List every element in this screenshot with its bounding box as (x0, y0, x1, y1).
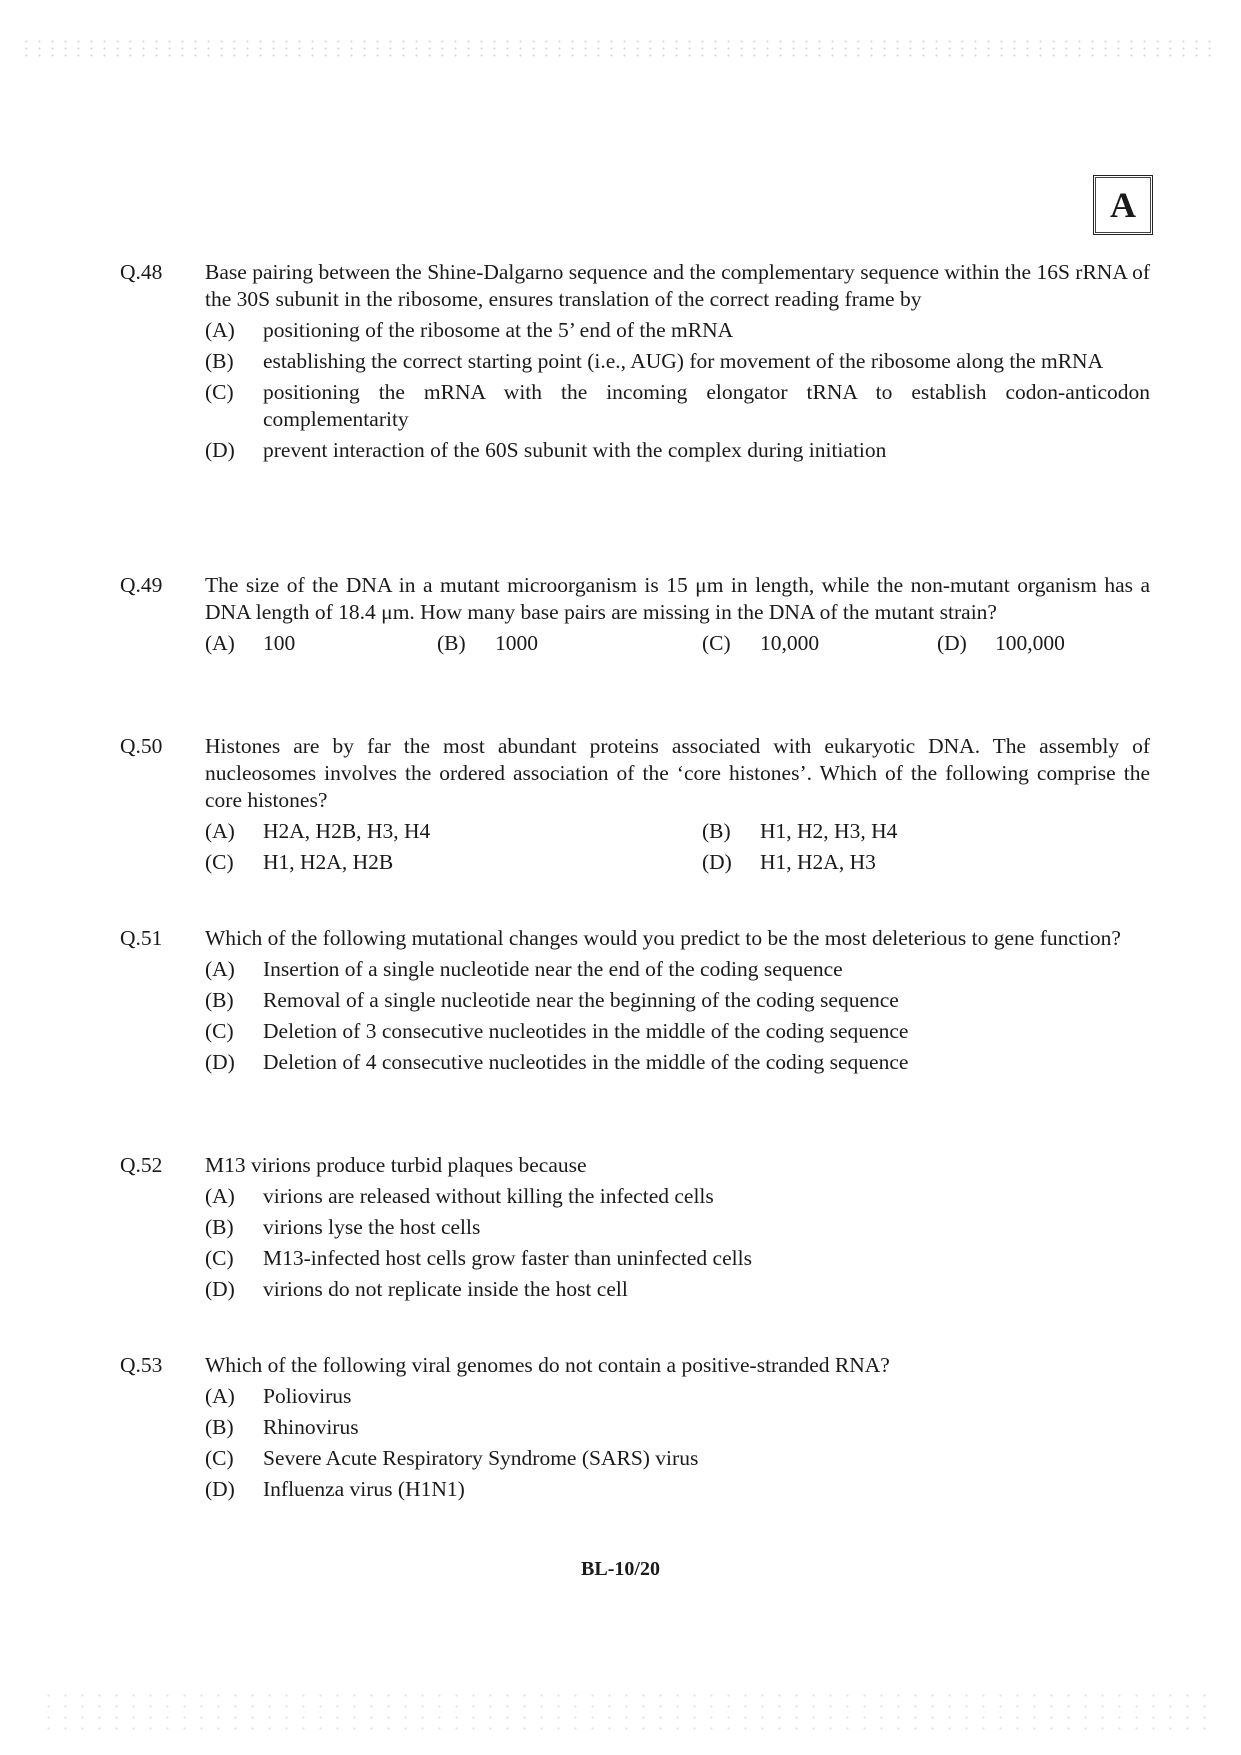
question-stem: Histones are by far the most abundant proteins associated with eukaryotic DNA. The assembly of nucleosomes involves the ordered association of the ‘core histones’. Which of the following comprise the core histones? (205, 734, 1150, 812)
question-stem: M13 virions produce turbid plaques because (205, 1153, 587, 1177)
option-letter: (B) (205, 988, 234, 1012)
option-text: Deletion of 4 consecutive nucleotides in the middle of the coding sequence (263, 1050, 909, 1074)
option-c (205, 1018, 1150, 1045)
option-b (702, 818, 897, 845)
option-text: 10,000 (760, 631, 820, 655)
question-number: Q.51 (120, 926, 163, 950)
option-c (205, 1445, 1150, 1472)
option-letter: (C) (205, 1446, 234, 1470)
option-text: virions lyse the host cells (263, 1215, 481, 1239)
option-letter: (A) (205, 819, 235, 843)
option-text: Poliovirus (263, 1384, 352, 1408)
question-51 (120, 925, 1150, 1076)
option-letter: (D) (205, 1050, 235, 1074)
option-letter: (D) (937, 631, 967, 655)
question-number: Q.52 (120, 1153, 163, 1177)
option-text: Rhinovirus (263, 1415, 359, 1439)
set-label-text: A (1110, 185, 1136, 225)
option-d (205, 1049, 1150, 1076)
option-b (205, 1414, 1150, 1441)
option-letter: (A) (205, 1184, 235, 1208)
option-b (205, 348, 1150, 375)
question-number: Q.48 (120, 260, 163, 284)
question-stem: Which of the following mutational changes would you predict to be the most deleterious to gene function? (205, 926, 1121, 950)
question-stem: Base pairing between the Shine-Dalgarno sequence and the complementary sequence within the 16S rRNA of the 30S subunit in the ribosome, ensures translation of the correct reading frame by (205, 260, 1150, 311)
option-b (437, 630, 702, 657)
option-text: Insertion of a single nucleotide near the end of the coding sequence (263, 957, 843, 981)
scan-artifact-bottom (40, 1690, 1210, 1730)
question-stem: The size of the DNA in a mutant microorganism is 15 μm in length, while the non-mutant organism has a DNA length of 18.4 μm. How many base pairs are missing in the DNA of the mutant strain? (205, 573, 1150, 624)
option-letter: (C) (205, 380, 234, 404)
option-letter: (D) (205, 438, 235, 462)
option-b (205, 987, 1150, 1014)
option-letter: (D) (702, 850, 732, 874)
option-text: 1000 (495, 631, 538, 655)
option-letter: (A) (205, 957, 235, 981)
option-d (205, 437, 1150, 464)
option-a (205, 956, 1150, 983)
option-c (205, 1245, 1150, 1272)
option-a (205, 630, 437, 657)
option-a (205, 317, 1150, 344)
question-number: Q.53 (120, 1353, 163, 1377)
option-text: M13-infected host cells grow faster than uninfected cells (263, 1246, 752, 1270)
option-letter: (B) (205, 1415, 234, 1439)
scan-artifact-top (20, 38, 1220, 58)
question-52 (120, 1152, 1150, 1303)
question-stem: Which of the following viral genomes do not contain a positive-stranded RNA? (205, 1353, 890, 1377)
option-letter: (A) (205, 318, 235, 342)
option-text: Deletion of 3 consecutive nucleotides in the middle of the coding sequence (263, 1019, 909, 1043)
option-text: positioning the mRNA with the incoming elongator tRNA to establish codon-anticodon complementarity (263, 380, 1150, 431)
option-c (205, 849, 702, 876)
option-letter: (C) (205, 1019, 234, 1043)
option-text: establishing the correct starting point (i.e., AUG) for movement of the ribosome along the mRNA (263, 349, 1104, 373)
option-letter: (B) (205, 1215, 234, 1239)
option-text: virions are released without killing the infected cells (263, 1184, 714, 1208)
question-49 (120, 572, 1150, 657)
option-letter: (D) (205, 1477, 235, 1501)
option-d (205, 1276, 1150, 1303)
options-row (205, 818, 1150, 845)
option-d (205, 1476, 1150, 1503)
page-footer: BL-10/20 (581, 1558, 660, 1580)
option-c (702, 630, 937, 657)
option-b (205, 1214, 1150, 1241)
option-letter: (A) (205, 1384, 235, 1408)
option-letter: (B) (437, 631, 466, 655)
option-text: H1, H2A, H2B (263, 850, 394, 874)
options-row (205, 630, 1150, 657)
question-53 (120, 1352, 1150, 1503)
option-text: virions do not replicate inside the host cell (263, 1277, 628, 1301)
option-text: 100 (263, 631, 296, 655)
option-a (205, 818, 702, 845)
option-text: Removal of a single nucleotide near the beginning of the coding sequence (263, 988, 899, 1012)
question-number: Q.50 (120, 734, 163, 758)
option-text: H2A, H2B, H3, H4 (263, 819, 431, 843)
option-text: Severe Acute Respiratory Syndrome (SARS) virus (263, 1446, 699, 1470)
option-d (702, 849, 876, 876)
option-text: Influenza virus (H1N1) (263, 1477, 465, 1501)
option-letter: (C) (205, 850, 234, 874)
option-letter: (B) (702, 819, 731, 843)
option-text: H1, H2, H3, H4 (760, 819, 898, 843)
option-text: positioning of the ribosome at the 5’ end of the mRNA (263, 318, 734, 342)
question-50 (120, 733, 1150, 876)
options-row (205, 849, 1150, 876)
option-letter: (C) (205, 1246, 234, 1270)
question-48 (120, 259, 1150, 464)
question-set-label (1093, 175, 1153, 235)
option-text: 100,000 (995, 631, 1065, 655)
option-a (205, 1183, 1150, 1210)
option-d (937, 630, 1065, 657)
option-a (205, 1383, 1150, 1410)
option-letter: (B) (205, 349, 234, 373)
option-text: prevent interaction of the 60S subunit with the complex during initiation (263, 438, 887, 462)
question-number: Q.49 (120, 573, 163, 597)
option-letter: (D) (205, 1277, 235, 1301)
option-text: H1, H2A, H3 (760, 850, 876, 874)
option-letter: (A) (205, 631, 235, 655)
option-letter: (C) (702, 631, 731, 655)
option-c (205, 379, 1150, 433)
